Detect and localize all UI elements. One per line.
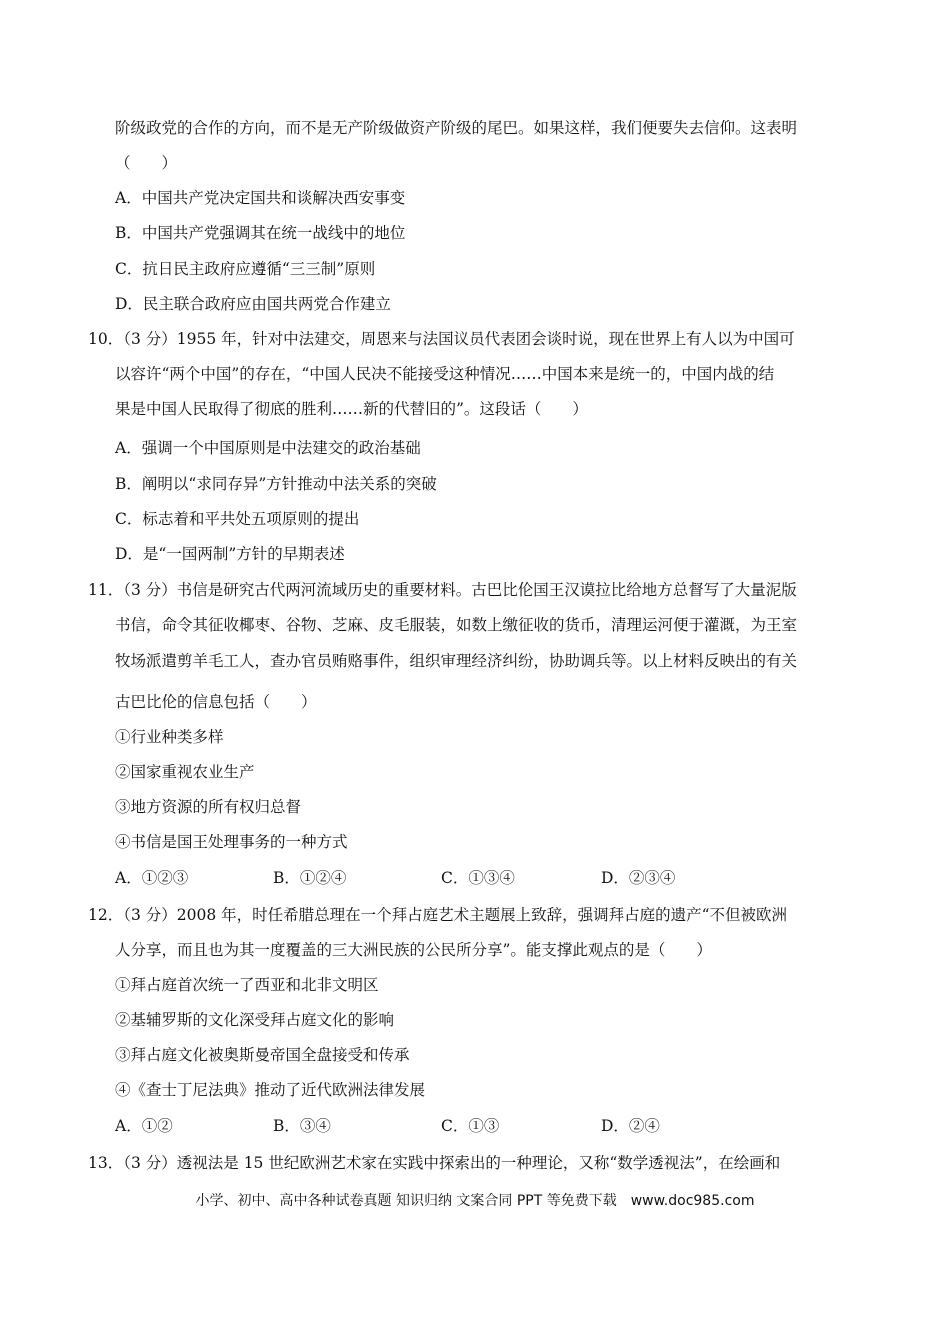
q11-stem-line: 书信，命令其征收椰枣、谷物、芝麻、皮毛服装，如数上缴征收的货币，清理运河便于灌溉，为王室: [115, 616, 798, 634]
q12-choice-a: A．①②: [115, 1117, 173, 1135]
q11-choice-d: D．②③④: [601, 869, 676, 887]
q10-stem-line: 10．（3 分）1955 年，针对中法建交，周恩来与法国议员代表团会谈时说，现在世界上有人以为中国可: [88, 330, 795, 348]
q11-item: ①行业种类多样: [115, 728, 224, 746]
q12-stem-line: 12．（3 分）2008 年，时任希腊总理在一个拜占庭艺术主题展上致辞，强调拜占庭的遗产“不但被欧洲: [88, 906, 788, 924]
q13-stem-line: 13．（3 分）透视法是 15 世纪欧洲艺术家在实践中探索出的一种理论，又称“数学透视法”，在绘画和: [88, 1154, 781, 1172]
q11-choice-a: A．①②③: [115, 869, 189, 887]
q9-option-a: A．中国共产党决定国共和谈解决西安事变: [115, 189, 406, 207]
q12-item: ①拜占庭首次统一了西亚和北非文明区: [115, 976, 379, 994]
q12-item: ②基辅罗斯的文化深受拜占庭文化的影响: [115, 1011, 395, 1029]
q11-item: ③地方资源的所有权归总督: [115, 798, 302, 816]
q11-stem-line: 11．（3 分）书信是研究古代两河流域历史的重要材料。古巴比伦国王汉谟拉比给地方总督写了大量泥版: [88, 581, 797, 599]
q11-choice-b: B．①②④: [273, 869, 347, 887]
q9-option-c: C．抗日民主政府应遵循“三三制”原则: [115, 260, 376, 278]
q10-stem-line: 以容许“两个中国”的存在，“中国人民决不能接受这种情况……中国本来是统一的，中国内战的结: [115, 365, 775, 383]
q12-item: ③拜占庭文化被奥斯曼帝国全盘接受和传承: [115, 1046, 410, 1064]
q9-stem-line: （ ）: [115, 154, 178, 172]
q10-option-d: D．是“一国两制”方针的早期表述: [115, 545, 345, 563]
q9-option-b: B．中国共产党强调其在统一战线中的地位: [115, 224, 406, 242]
q11-choice-c: C．①③④: [441, 869, 515, 887]
q12-stem-line: 人分享，而且也为其一度覆盖的三大洲民族的公民所分享”。能支撑此观点的是（ ）: [115, 941, 712, 959]
q11-item: ④书信是国王处理事务的一种方式: [115, 833, 348, 851]
q11-stem-line: 牧场派遣剪羊毛工人，查办官员贿赂事件，组织审理经济纠纷，协助调兵等。以上材料反映出的有关: [115, 652, 798, 670]
page-footer: 小学、初中、高中各种试卷真题 知识归纳 文案合同 PPT 等免费下载 www.doc985.com: [195, 1193, 755, 1209]
q12-choice-c: C．①③: [441, 1117, 500, 1135]
q12-item: ④《查士丁尼法典》推动了近代欧洲法律发展: [115, 1081, 426, 1099]
q10-stem-line: 果是中国人民取得了彻底的胜利……新的代替旧的”。这段话（ ）: [115, 400, 588, 418]
q12-choice-d: D．②④: [601, 1117, 660, 1135]
q10-option-c: C．标志着和平共处五项原则的提出: [115, 510, 360, 528]
q10-option-a: A．强调一个中国原则是中法建交的政治基础: [115, 439, 421, 457]
q12-choice-b: B．③④: [273, 1117, 331, 1135]
q9-stem-line: 阶级政党的合作的方向，而不是无产阶级做资产阶级的尾巴。如果这样，我们便要失去信仰。这表明: [115, 119, 798, 137]
q11-stem-line: 古巴比伦的信息包括（ ）: [115, 693, 317, 711]
q9-option-d: D．民主联合政府应由国共两党合作建立: [115, 295, 391, 313]
q11-item: ②国家重视农业生产: [115, 763, 255, 781]
q10-option-b: B．阐明以“求同存异”方针推动中法关系的突破: [115, 475, 437, 493]
